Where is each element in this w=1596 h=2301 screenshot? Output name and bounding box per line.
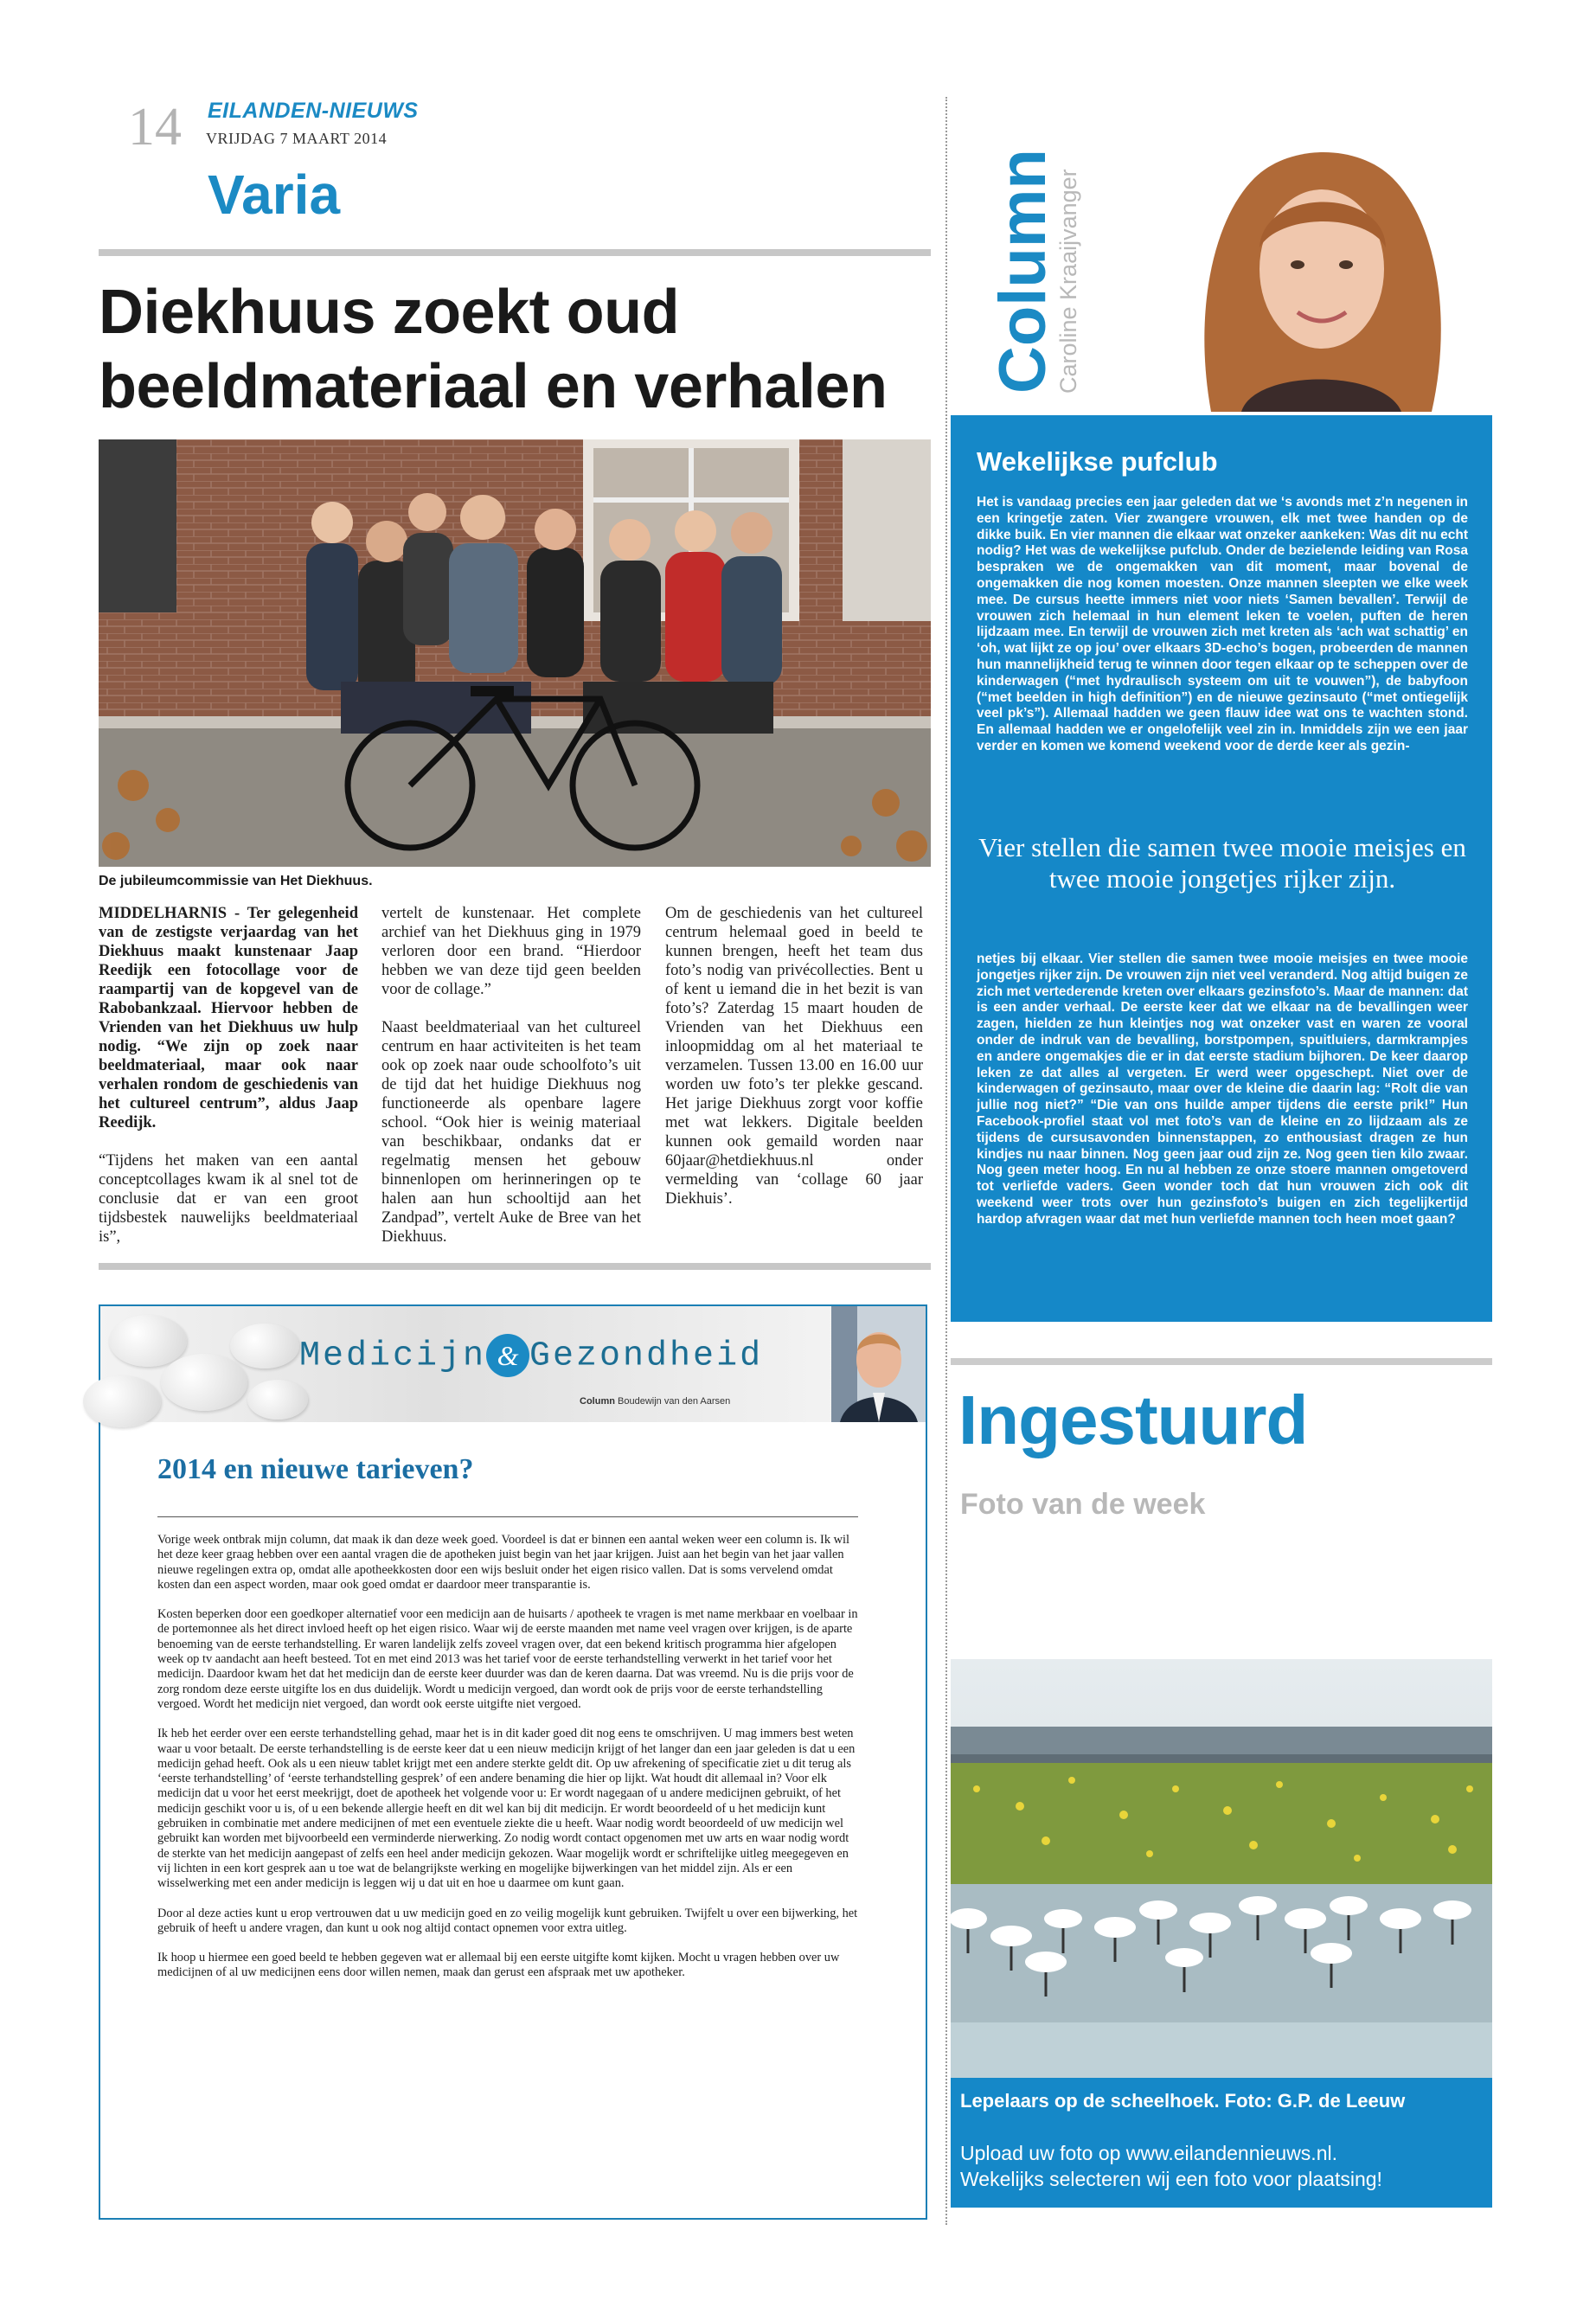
pill-icon [247, 1380, 308, 1420]
article-paragraph: vertelt de kunstenaar. Het complete archief van het Diekhuus ging in 1979 verloren door een brand. “Hierdoor hebben we van deze tijd geen beelden voor de collage.” [381, 905, 641, 998]
article-column-1 [99, 904, 358, 1266]
article-column-3 [665, 904, 923, 1227]
medicine-heading: 2014 en nieuwe tarieven? [157, 1453, 474, 1485]
banner-word-medicijn: Medicijn [299, 1336, 487, 1376]
medicine-body [157, 1533, 858, 1996]
pill-icon [161, 1354, 247, 1411]
column-label-text: Column [986, 149, 1060, 394]
columnist-photo [1159, 118, 1481, 412]
column-label [986, 134, 1083, 394]
issue-date: VRIJDAG 7 MAART 2014 [206, 130, 388, 147]
section-title: Varia [208, 163, 341, 226]
pill-icon [83, 1375, 161, 1427]
ingestuurd-title: Ingestuurd [958, 1381, 1308, 1458]
photo-caption: De jubileumcommissie van Het Diekhuus. [99, 874, 373, 888]
group-photo-illustration [99, 439, 931, 867]
group-photo [99, 439, 931, 867]
banner-word-gezondheid: Gezondheid [529, 1336, 764, 1376]
ingestuurd-rule [951, 1358, 1492, 1365]
column-text-top: Het is vandaag precies een jaar geleden dat we ‘s avonds met z’n negenen in een kringetje zaten. Vier zwangere vrouwen, elk met twee handen op de dikke buik. En vier mannen die elkaar wat onzeker aankeken: Was dit nu echt nodig? Het was de wekelijkse pufclub. Onder de bezielende leiding van Rosa bespraken we de ongemakken van dit moment, maar bovenal de ongemakken die nog komen moesten. Onze mannen sleepten we elke week mee. De cursus heette immers niet voor niets ‘Samen bevallen’. Terwijl de vrouwen zich helemaal in hun element leken te voelen, puften de heren lijdzaam mee. En terwijl de vrouwen zich met kreten als ‘ach wat schattig’ en ‘oh, wat lijkt ze op jou’ over elkaars 3D-echo’s bogen, probeerden de mannen hun mannelijkheid terug te winnen door tegen elkaar op te scheppen over de kinderwagen (“met hydraulisch systeem om uit te vouwen”), de babyfoon (“met beelden in high definition”) en de nieuwe gezinsauto (“met ontiegelijk veel pk’s”). Allemaal hadden we geen flauw idee wat ons te wachten stond. En allemaal hadden we er ongelofelijk veel zin in. Inmiddels zijn we een jaar verder en komen we komend weekend voor de derde keer als gezin- [977, 495, 1468, 753]
article-paragraph: Om de geschiedenis van het cultureel centrum helemaal goed in beeld te kunnen brengen, heeft het team dus foto’s nodig van privécollecties. Bent u of kent u iemand die in het bezit is van foto’s? Zaterdag 15 maart houden de Vrienden van het Diekhuus een inloopmiddag om al het materiaal te verzamelen. Tussen 13.00 en 16.00 uur worden uw foto’s ter plekke gescand. Het jarige Diekhuus zorgt voor koffie met wat lekkers. Digitale beelden kunnen ook gemaild worden naar 60jaar@hetdiekhuus.nl onder vermelding van ‘collage 60 jaar Diekhuis’. [665, 905, 923, 1208]
page-number: 14 [128, 98, 182, 157]
newspaper-logo: EILANDEN-NIEUWS [208, 99, 419, 123]
headline-line-2: beeldmateriaal en verhalen [99, 352, 888, 421]
column-title: Wekelijkse pufclub [977, 446, 1218, 477]
photo-of-week-caption: Lepelaars op de scheelhoek. Foto: G.P. de Leeuw [960, 2090, 1406, 2112]
medicine-paragraph: Kosten beperken door een goedkoper alternatief voor een medicijn aan de huisarts / apotheek te vragen is met name merkbaar en voelbaar in de portemonnee als het direct invloed heeft op het eigen risico. Waar wij de eerste maanden met name veel vragen over krijgen, is de aparte benoeming van de eerste terhandstelling. Er waren landelijk zelfs zoveel vragen over, dat een bekend kritisch programma hier afgelopen week op tv aandacht aan heeft besteed. Tot en met eind 2013 was het tarief voor de eerste terhandstelling verwerkt in het tarief voor het medicijn. Daardoor kwam het dat het medicijn dan de eerste keer duurder was dan de keren daarna. Dat was vreemd. Nu is die prijs voor de zorg rondom deze eerste uitgifte los en dus duidelijk. Wordt u medicijn vergoed, dan wordt ook de prijs voor de eerste terhandstelling vergoed. Wordt het medicijn niet vergoed, dan wordt ook eerste uitgifte niet vergoed. [157, 1607, 858, 1711]
portrait-illustration [831, 1306, 926, 1422]
credit-name: Boudewijn van den Aarsen [618, 1396, 731, 1407]
medicine-paragraph: Door al deze acties kunt u erop vertrouwen dat u uw medicijn goed en zo veilig mogelijk kunt gebruiken. Twijfelt u over een bijwerking, het gebruik of heeft u andere vragen, dan kunt u ook nog altijd contact opnemen voor extra uitleg. [157, 1906, 858, 1935]
ampersand-badge: & [486, 1334, 529, 1377]
spoonbills-illustration [951, 1659, 1492, 2078]
upload-instruction-1: Upload uw foto op www.eilandennieuws.nl. [960, 2142, 1337, 2164]
column-author: Caroline Kraaijvanger [1055, 169, 1081, 394]
ingestuurd-subtitle: Foto van de week [960, 1488, 1206, 1521]
medicine-paragraph: Ik hoop u hiermee een goed beeld te hebben gegeven wat er allemaal bij een eerste uitgifte komt kijken. Mocht u vragen hebben over uw medicijnen of al uw medicijnen eens door willen nemen, maak dan gerust een afspraak met uw apotheker. [157, 1951, 840, 1980]
medicine-credit [580, 1396, 730, 1407]
photo-of-the-week [951, 1659, 1492, 2078]
section-rule [99, 249, 931, 256]
medicine-heading-rule [157, 1516, 858, 1517]
article-lead: MIDDELHARNIS - Ter gelegenheid van de zestigste verjaardag van het Diekhuus maakt kunstenaar Jaap Reedijk een fotocollage voor de raampartij van de kopgevel van de Rabobankzaal. Hiervoor hebben de Vrienden van het Diekhuus uw hulp nodig. “We zijn op zoek naar beeldmateriaal, maar ook naar verhalen rondom de geschiedenis van het cultureel centrum”, aldus Jaap Reedijk. [99, 905, 358, 1131]
credit-label: Column [580, 1396, 615, 1407]
medicine-banner [100, 1306, 926, 1422]
columnist-photo-illustration [1159, 118, 1481, 412]
article-bottom-rule [99, 1263, 931, 1270]
medicine-paragraph: Ik heb het eerder over een eerste terhandstelling gehad, maar het is in dit kader goed dit nog eens te omschrijven. U mag immers best weten waar u voor betaalt. De eerste terhandstelling is de eerste keer dat u een nieuw medicijn krijgt of het langer dan een jaar geleden is dat u een medicijn gehad heeft. Ook als u een nieuw tablet krijgt met een andere sterkte geldt dit. Op uw afrekening of specificatie ziet u dit terug als ‘eerste terhandstelling’ of ‘eerste terhandstelling gesprek’ of een andere benaming die hier op lijkt. Wat houdt dit allemaal in? Voor elk medicijn dat u voor het eerst meekrijgt, doet de apotheek het volgende voor u: Er wordt nagegaan of u andere medicijnen gebruikt, of het medicijn geschikt voor u is, of u een bekende allergie heeft en dit wel kan bij dit medicijn. Er wordt beoordeeld of u het medicijn kunt gebruiken in combinatie met andere medicijnen of met een eventuele ziekte die u heeft. Waar nodig wordt beoordeeld of uw medicijn wel gebruikt kan worden met bijvoorbeeld een verminderde nierwerking. Zo nodig wordt contact opgenomen met uw arts en waar nodig wordt de sterkte van het medicijn aangepast of zelfs een heel ander medicijn gekozen. Waar mogelijk wordt er schriftelijke uitleg meegegeven en vij lichten in een kort gesprek aan u toe wat de belangrijkste werking en mogelijke bijwerkingen van het middel zijn. Als er een wisselwerking met een ander medicijn is leggen wij u dat uit en hoe u daarmee om kunt gaan. [157, 1727, 856, 1891]
headline-line-1: Diekhuus zoekt oud [99, 278, 680, 347]
column-divider [945, 97, 947, 2225]
columnist-portrait [831, 1306, 926, 1422]
article-paragraph: Naast beeldmateriaal van het cultureel centrum en haar activiteiten is het team ook op zoek naar oude schoolfoto’s uit de tijd dat het huidige Diekhuus nog functioneerde als openbare lagere school. “Ook hier is weinig materiaal van beschikbaar, ondanks dat er regelmatig mensen het gebouw binnenlopen om herinneringen op te halen aan hun schooltijd aan het Zandpad”, vertelt Auke de Bree van het Diekhuus. [381, 1019, 641, 1246]
medicine-paragraph: Vorige week ontbrak mijn column, dat maak ik dan deze week goed. Voordeel is dat er binnen een aantal weken weer een column is. Ik wil het deze keer graag hebben over een aantal vragen die de apotheken juist begin van het jaar krijgen. Juist aan het begin van het jaar vallen nieuwe regelingen extra op, omdat alle apotheekkosten door een wijs besluit onder het eigen risico vallen. Dat is soms vervelend omdat kosten dan een aspect worden, maar ook goed omdat er daardoor meer transparantie is. [157, 1533, 850, 1592]
upload-instruction-2: Wekelijks selecteren wij een foto voor plaatsing! [960, 2168, 1382, 2190]
pill-icon [230, 1324, 299, 1368]
pill-icon [109, 1315, 187, 1367]
article-column-2 [381, 904, 641, 1266]
article-headline [99, 275, 929, 424]
column-text-bottom: netjes bij elkaar. Vier stellen die samen twee mooie meisjes en twee mooie jongetjes rijker zijn. De vrouwen zijn niet veel veranderd. Nog altijd buigen ze zich met vertederende kreten over elkaars gezinsfoto’s. Maar de mannen: dat is een ander verhaal. De eerste keer dat we elkaar na de bevallingen weer zagen, hielden ze hun kleintjes nog wat onzeker vast en waren ze vooral onder de indruk van de bevalling, borstpompen, spuitluiers, darmkrampjes en andere ongemakjes die er in dat eerste stadium bijhoren. De keer daarop leken ze dat alles al vergeten. Er werd weer opgeschept. Niet over de kinderwagen of gezinsauto, maar over de kleine die daarin lag: “Rolt die van jullie nog niet?” “Die van ons huilde amper tijdens die eerste prik!” Hun Facebook-profiel staat vol met foto’s van de kleine en zo lijdzaam als ze tijdens de cursusavonden binnenstappen, zo enthousiast dragen ze hun kindjes nu naar binnen. Nog geen jaar oud zijn ze. Nog geen tien kilo zwaar. Nog geen meter hoog. En nu al hebben ze onze stoere mannen omgetoverd tot verliefde vaders. Geen wonder toch dat hun vrouwen zich ook dit weekend weer trots over hun gezinsfoto’s buigen en zich tegelijkertijd hardop afvragen waar dat met hun verliefde mannen toch heen moet gaan? [977, 952, 1468, 1227]
article-paragraph: “Tijdens het maken van een aantal conceptcollages kwam ik al snel tot de conclusie dat er van een groot tijdsbestek nauwelijks beeldmateriaal is”, [99, 1152, 358, 1246]
pull-quote: Vier stellen die samen twee mooie meisjes en twee mooie jongetjes rijker zijn. [978, 832, 1466, 894]
medicine-banner-title [299, 1334, 763, 1377]
